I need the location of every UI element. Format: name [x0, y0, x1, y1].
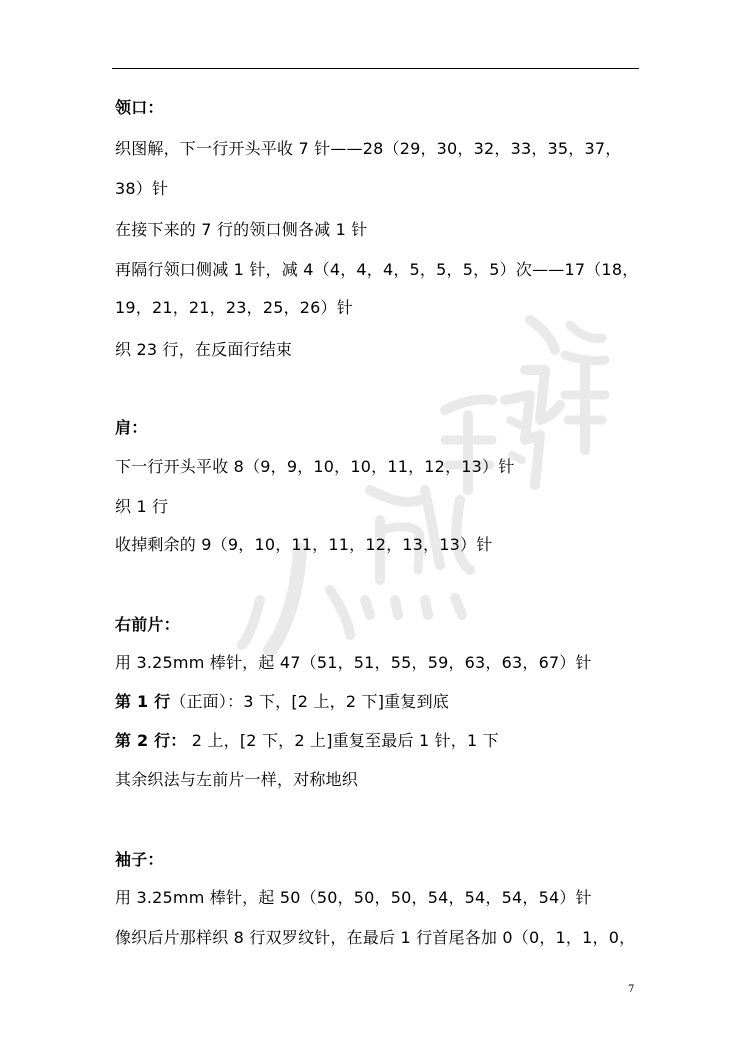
header-rule	[112, 68, 639, 69]
paragraph-line: 38）针	[115, 179, 169, 198]
paragraph-line: 像织后片那样织 8 行双罗纹针，在最后 1 行首尾各加 0（0，1，1，0，	[115, 928, 636, 947]
paragraph-line: 用 3.25mm 棒针，起 47（51，51，55，59，63，63，67）针	[115, 653, 592, 672]
paragraph-line: 19，21，21，23，25，26）针	[115, 298, 353, 317]
row-label: 第 2 行：	[115, 731, 187, 750]
row-text: 2 上，[2 下，2 上]重复至最后 1 针，1 下	[186, 731, 499, 750]
paragraph-line: 织图解，下一行开头平收 7 针——28（29，30，32，33，35，37，	[115, 139, 622, 158]
paragraph-line: 下一行开头平收 8（9，9，10，10，11，12，13）针	[115, 457, 515, 476]
paragraph-line: 织 23 行，在反面行结束	[115, 340, 293, 359]
paragraph-line: 其余织法与左前片一样，对称地织	[115, 770, 359, 789]
paragraph-line: 收掉剩余的 9（9，10，11，11，12，13，13）针	[115, 535, 493, 554]
paragraph-line: 织 1 行	[115, 497, 169, 516]
section-heading-right-front: 右前片：	[115, 615, 180, 634]
paragraph-line: 在接下来的 7 行的领口侧各减 1 针	[115, 220, 368, 239]
section-heading-neckline: 领口：	[115, 98, 164, 117]
row-instruction-2	[115, 731, 499, 751]
row-label: 第 1 行	[115, 692, 171, 711]
row-instruction-1	[115, 692, 449, 712]
paragraph-line: 用 3.25mm 棒针，起 50（50，50，50，54，54，54，54）针	[115, 888, 592, 907]
row-text: （正面）：3 下，[2 上，2 下]重复到底	[170, 692, 449, 711]
section-heading-sleeve: 袖子：	[115, 850, 164, 869]
page-number: 7	[628, 984, 635, 995]
paragraph-line: 再隔行领口侧减 1 针，减 4（4，4，4，5，5，5，5）次——17（18，	[115, 260, 639, 279]
section-heading-shoulder: 肩：	[115, 418, 148, 437]
